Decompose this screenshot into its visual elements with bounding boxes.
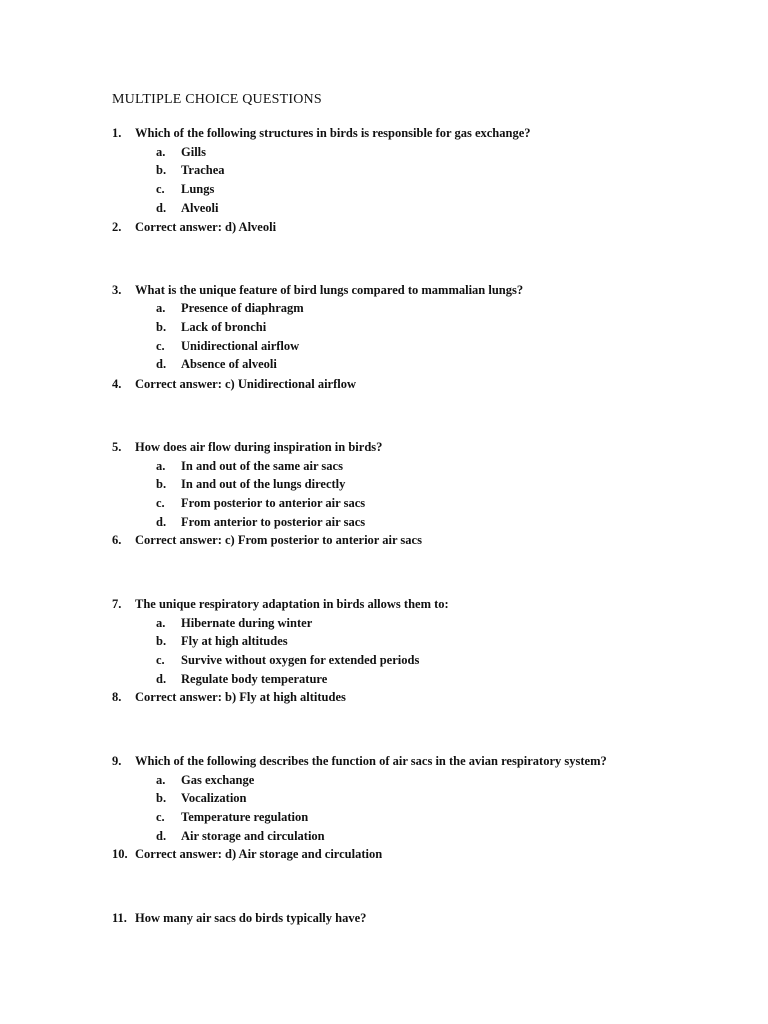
option-letter: d. <box>156 201 167 215</box>
question-text: The unique respiratory adaptation in birds allows them to: <box>135 597 449 611</box>
option-letter: b. <box>156 477 167 491</box>
option-letter: b. <box>156 791 167 805</box>
answer-text: Correct answer: d) Air storage and circulation <box>135 847 383 861</box>
option-text: Unidirectional airflow <box>181 339 300 353</box>
option-text: In and out of the same air sacs <box>181 459 343 473</box>
item-number: 10. <box>112 847 128 861</box>
item-number: 11. <box>112 911 127 925</box>
option-letter: c. <box>156 182 165 196</box>
option-text: Air storage and circulation <box>181 829 325 843</box>
option-text: Alveoli <box>181 201 219 215</box>
option-text: Hibernate during winter <box>181 616 313 630</box>
option-letter: b. <box>156 163 167 177</box>
option-text: Gas exchange <box>181 773 255 787</box>
item-number: 9. <box>112 754 122 768</box>
option-text: Absence of alveoli <box>181 357 277 371</box>
item-number: 2. <box>112 220 122 234</box>
question-text: Which of the following structures in birds is responsible for gas exchange? <box>135 126 531 140</box>
option-letter: d. <box>156 829 167 843</box>
option-text: Regulate body temperature <box>181 672 328 686</box>
option-letter: a. <box>156 145 166 159</box>
question-text: What is the unique feature of bird lungs compared to mammalian lungs? <box>135 283 524 297</box>
option-letter: c. <box>156 496 165 510</box>
option-letter: a. <box>156 459 166 473</box>
option-letter: a. <box>156 616 166 630</box>
option-text: Survive without oxygen for extended periods <box>181 653 420 667</box>
option-text: Trachea <box>181 163 225 177</box>
option-text: Lack of bronchi <box>181 320 267 334</box>
item-number: 1. <box>112 126 122 140</box>
answer-text: Correct answer: c) From posterior to anterior air sacs <box>135 533 422 547</box>
option-letter: d. <box>156 672 167 686</box>
option-letter: b. <box>156 320 167 334</box>
option-letter: d. <box>156 515 167 529</box>
option-letter: c. <box>156 339 165 353</box>
answer-text: Correct answer: c) Unidirectional airflow <box>135 377 357 391</box>
question-text: How many air sacs do birds typically have? <box>135 911 367 925</box>
option-letter: d. <box>156 357 167 371</box>
item-number: 3. <box>112 283 122 297</box>
option-letter: c. <box>156 810 165 824</box>
option-letter: a. <box>156 773 166 787</box>
question-text: Which of the following describes the function of air sacs in the avian respiratory system? <box>135 754 607 768</box>
answer-text: Correct answer: b) Fly at high altitudes <box>135 690 346 704</box>
item-number: 6. <box>112 533 122 547</box>
option-text: Temperature regulation <box>181 810 309 824</box>
option-text: Gills <box>181 145 207 159</box>
option-text: Fly at high altitudes <box>181 634 288 648</box>
option-letter: b. <box>156 634 167 648</box>
option-text: In and out of the lungs directly <box>181 477 346 491</box>
document-heading: MULTIPLE CHOICE QUESTIONS <box>112 92 322 107</box>
option-text: From posterior to anterior air sacs <box>181 496 366 510</box>
item-number: 7. <box>112 597 122 611</box>
option-text: Lungs <box>181 182 215 196</box>
option-text: Vocalization <box>181 791 247 805</box>
answer-text: Correct answer: d) Alveoli <box>135 220 277 234</box>
item-number: 5. <box>112 440 122 454</box>
item-number: 8. <box>112 690 122 704</box>
option-letter: a. <box>156 301 166 315</box>
option-text: From anterior to posterior air sacs <box>181 515 366 529</box>
option-text: Presence of diaphragm <box>181 301 304 315</box>
question-text: How does air flow during inspiration in birds? <box>135 440 383 454</box>
item-number: 4. <box>112 377 122 391</box>
option-letter: c. <box>156 653 165 667</box>
